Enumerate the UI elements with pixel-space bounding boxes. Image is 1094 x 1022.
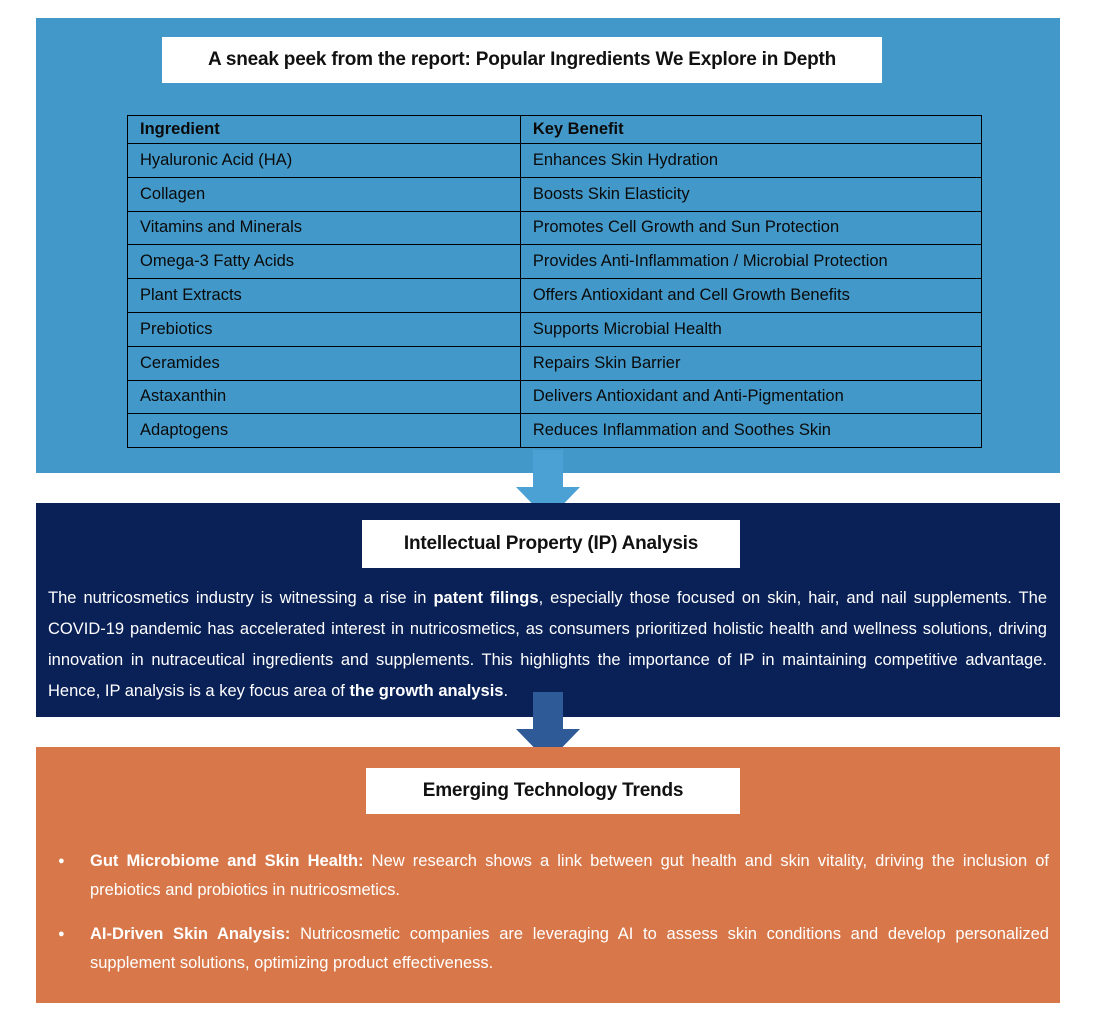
ip-analysis-section-title-text: Intellectual Property (IP) Analysis [403, 533, 699, 554]
tech-trends-list [55, 847, 1049, 993]
trend-description: Nutricosmetic companies are leveraging AI to assess skin conditions and develop personalized supplement solutions, optimizing product effectiveness. [90, 925, 1049, 972]
trend-list-item [55, 847, 1049, 905]
bullet-icon: ● [58, 855, 65, 867]
table-row [128, 211, 982, 245]
trend-list-item [55, 920, 1049, 978]
ingredient-cell: Ceramides [128, 346, 521, 380]
key-benefit-cell: Provides Anti-Inflammation / Microbial Protection [520, 245, 981, 279]
key-benefit-cell: Repairs Skin Barrier [520, 346, 981, 380]
tech-trends-section [36, 747, 1060, 1003]
ingredients-section-title [162, 37, 882, 83]
ingredients-table [127, 115, 982, 448]
trend-title: Gut Microbiome and Skin Health: [90, 852, 364, 870]
key-benefit-cell: Reduces Inflammation and Soothes Skin [520, 414, 981, 448]
table-row [128, 144, 982, 178]
key-benefit-cell: Promotes Cell Growth and Sun Protection [520, 211, 981, 245]
key-benefit-cell: Supports Microbial Health [520, 312, 981, 346]
table-header-ingredient: Ingredient [128, 116, 521, 144]
tech-trends-section-title-text: Emerging Technology Trends [422, 780, 684, 801]
table-row [128, 380, 982, 414]
ingredient-cell: Hyaluronic Acid (HA) [128, 144, 521, 178]
ingredient-cell: Omega-3 Fatty Acids [128, 245, 521, 279]
bullet-icon: ● [58, 928, 65, 940]
table-header-row [128, 116, 982, 144]
table-row [128, 312, 982, 346]
ingredients-section-title-text: A sneak peek from the report: Popular Ingredients We Explore in Depth [207, 49, 837, 70]
table-row [128, 346, 982, 380]
ingredients-table-head [128, 116, 982, 144]
trend-description: New research shows a link between gut health and skin vitality, driving the inclusion of prebiotics and probiotics in nutricosmetics. [90, 852, 1049, 899]
ingredient-cell: Prebiotics [128, 312, 521, 346]
key-benefit-cell: Delivers Antioxidant and Anti-Pigmentation [520, 380, 981, 414]
table-row [128, 177, 982, 211]
table-header-key-benefit: Key Benefit [520, 116, 981, 144]
table-row [128, 245, 982, 279]
bold-text-segment: the growth analysis [349, 682, 504, 700]
ip-analysis-paragraph [48, 583, 1047, 707]
trend-text [90, 847, 1049, 905]
ip-analysis-section-title [362, 520, 740, 568]
ingredients-table-body [128, 144, 982, 448]
key-benefit-cell: Enhances Skin Hydration [520, 144, 981, 178]
ingredient-cell: Adaptogens [128, 414, 521, 448]
bold-text-segment: patent filings [433, 589, 539, 607]
ingredient-cell: Astaxanthin [128, 380, 521, 414]
trend-text [90, 920, 1049, 978]
ingredient-cell: Plant Extracts [128, 279, 521, 313]
table-row [128, 279, 982, 313]
text-segment: . [503, 682, 509, 700]
ingredient-cell: Vitamins and Minerals [128, 211, 521, 245]
tech-trends-section-title [366, 768, 740, 814]
text-segment: The nutricosmetics industry is witnessing a rise in [48, 589, 434, 607]
trend-title: AI-Driven Skin Analysis: [90, 925, 291, 943]
ingredient-cell: Collagen [128, 177, 521, 211]
ingredients-section [36, 18, 1060, 473]
table-row [128, 414, 982, 448]
key-benefit-cell: Offers Antioxidant and Cell Growth Benefits [520, 279, 981, 313]
key-benefit-cell: Boosts Skin Elasticity [520, 177, 981, 211]
ip-analysis-section [36, 503, 1060, 717]
text-segment: , especially those focused on skin, hair, and nail supplements. The COVID-19 pandemic has accelerated interest in nutricosmetics, as consumers prioritized holistic health and wellness solutions, driving innovation in nutraceutical ingredients and supplements. This highlights the importance of IP in maintaining competitive advantage. Hence, IP analysis is a key focus area of [48, 589, 1047, 700]
